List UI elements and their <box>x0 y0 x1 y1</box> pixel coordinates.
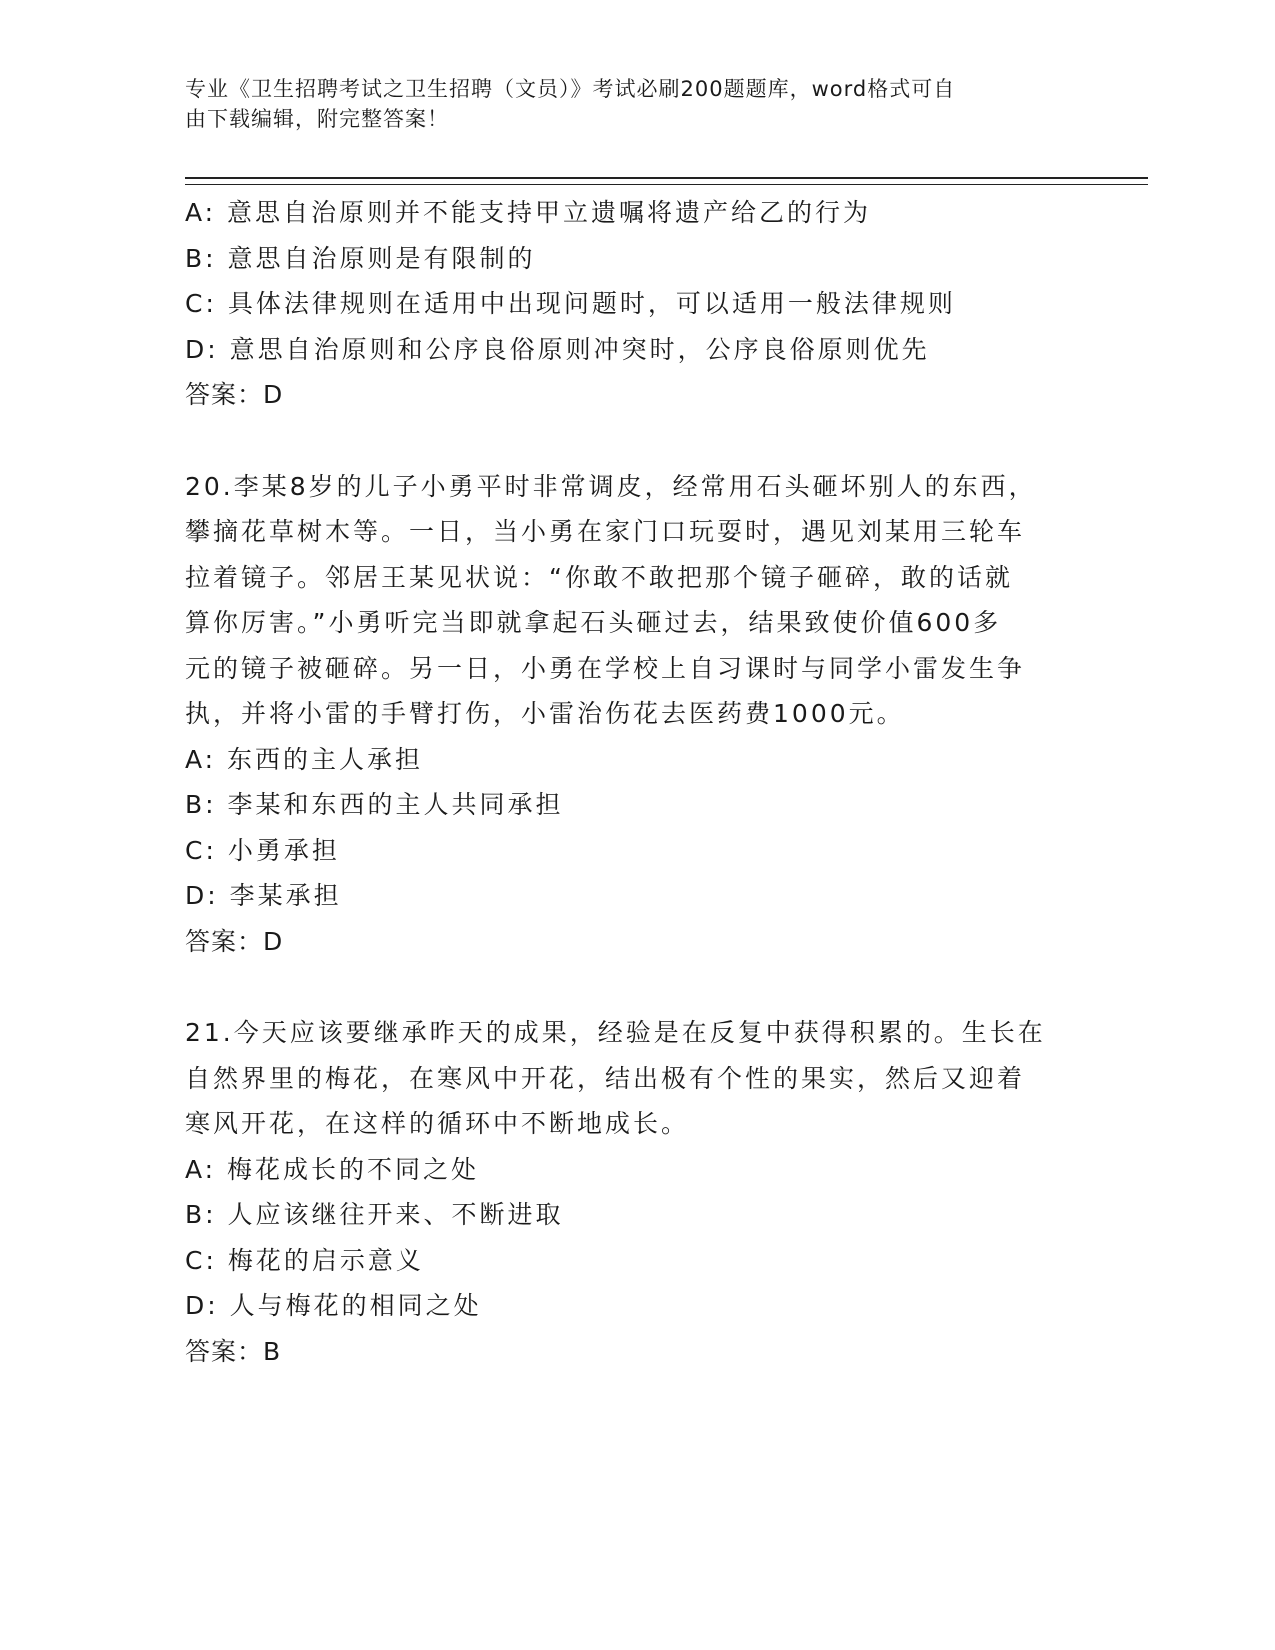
answer: 答案：D <box>185 926 284 956</box>
question-line: 攀摘花草树木等。一日，当小勇在家门口玩耍时，遇见刘某用三轮车 <box>185 517 1026 546</box>
option-b: B: 李某和东西的主人共同承担 <box>185 790 564 819</box>
option-a: A: 东西的主人承担 <box>185 744 424 774</box>
option-c: C: 具体法律规则在适用中出现问题时，可以适用一般法律规则 <box>185 289 956 318</box>
option-b: B: 意思自治原则是有限制的 <box>185 243 536 273</box>
header-rule-thick <box>185 177 1148 179</box>
option-c: C: 梅花的启示意义 <box>185 1245 424 1275</box>
question-line: 20.李某8岁的儿子小勇平时非常调皮，经常用石头砸坏别人的东西， <box>185 471 1037 501</box>
question-line: 执，并将小雷的手臂打伤，小雷治伤花去医药费1000元。 <box>185 699 905 728</box>
header-line-2: 由下载编辑，附完整答案！ <box>185 107 449 131</box>
question-line: 元的镜子被砸碎。另一日，小勇在学校上自习课时与同学小雷发生争 <box>185 653 1026 683</box>
question-line: 算你厉害。”小勇听完当即就拿起石头砸过去，结果致使价值600多 <box>185 608 1002 637</box>
document-body <box>185 190 1085 1374</box>
answer: 答案：B <box>185 1336 282 1366</box>
option-d: D: 意思自治原则和公序良俗原则冲突时，公序良俗原则优先 <box>185 334 930 364</box>
answer: 答案：D <box>185 380 284 409</box>
question-line: 自然界里的梅花，在寒风中开花，结出极有个性的果实，然后又迎着 <box>185 1063 1026 1093</box>
question-line: 拉着镜子。邻居王某见状说：“你敢不敢把那个镜子砸碎，敢的话就 <box>185 562 1013 592</box>
option-b: B: 人应该继往开来、不断进取 <box>185 1200 564 1229</box>
header-line-1: 专业《卫生招聘考试之卫生招聘（文员）》考试必刷200题题库，word格式可自 <box>185 77 956 101</box>
question-line: 寒风开花，在这样的循环中不断地成长。 <box>185 1109 690 1138</box>
option-d: D: 李某承担 <box>185 881 342 910</box>
option-a: A: 意思自治原则并不能支持甲立遗嘱将遗产给乙的行为 <box>185 198 872 227</box>
option-d: D: 人与梅花的相同之处 <box>185 1291 482 1320</box>
page-header <box>185 74 1065 134</box>
question-text <box>185 1010 1085 1147</box>
question-20 <box>185 464 1085 965</box>
option-c: C: 小勇承担 <box>185 835 340 865</box>
option-a: A: 梅花成长的不同之处 <box>185 1154 480 1184</box>
question-21 <box>185 1010 1085 1374</box>
header-rule-thin <box>185 184 1148 185</box>
question-line: 21.今天应该要继承昨天的成果，经验是在反复中获得积累的。生长在 <box>185 1018 1046 1047</box>
question-19 <box>185 190 1085 418</box>
question-text <box>185 464 1085 737</box>
